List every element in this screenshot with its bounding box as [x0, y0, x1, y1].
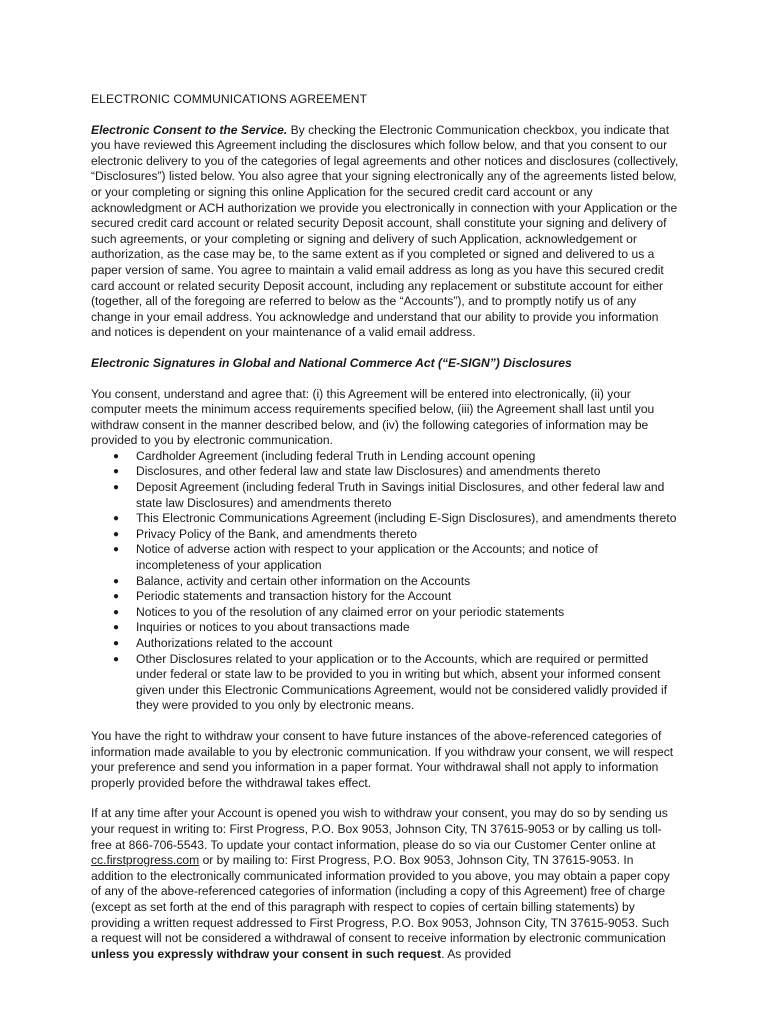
bullet-icon: ● [113, 544, 120, 556]
document-body [91, 92, 679, 962]
list-item [91, 574, 679, 590]
withdraw-right-paragraph: You have the right to withdraw your consent to have future instances of the above-referenced categories of information made available to you by electronic communication. If you withdraw your consent, we will respect your preference and send you information in a paper format. Your withdrawal shall not apply to information properly provided before the withdrawal takes effect. [91, 728, 674, 790]
list-item [91, 652, 679, 714]
list-item [91, 527, 679, 543]
list-item-text: Notice of adverse action with respect to your application or the Accounts; and notice of incompleteness of your application [136, 542, 598, 573]
list-item [91, 542, 679, 573]
bullet-icon: ● [113, 591, 120, 603]
consent-lead: Electronic Consent to the Service. [91, 122, 288, 137]
list-item-text: Balance, activity and certain other information on the Accounts [136, 573, 471, 588]
disclosure-list [91, 449, 679, 714]
bullet-icon: ● [113, 653, 120, 665]
list-item-text: Notices to you of the resolution of any claimed error on your periodic statements [136, 604, 565, 619]
bullet-icon: ● [113, 528, 120, 540]
list-item [91, 636, 679, 652]
bullet-icon: ● [113, 575, 120, 587]
bullet-icon: ● [113, 450, 120, 462]
list-item-text: Cardholder Agreement (including federal Truth in Lending account opening [136, 448, 536, 463]
list-item [91, 480, 679, 511]
withdraw-process-text-2: or by mailing to: First Progress, P.O. Box 9053, Johnson City, TN 37615-9053. In addition to the electronically communicated information provided to you above, you may obtain a paper copy of any of the above-referenced categories of information (including a copy of this Agreement) free of charge (except as set forth at the end of this paragraph with respect to copies of certain billing statements) by providing a written request addressed to First Progress, P.O. Box 9053, Johnson City, TN 37615-9053. Such a request will not be considered a withdrawal of consent to receive information by electronic communication [91, 853, 670, 946]
withdraw-process-paragraph [91, 806, 679, 962]
bullet-icon: ● [113, 622, 120, 634]
esign-heading: Electronic Signatures in Global and National Commerce Act (“E-SIGN”) Disclosures [91, 355, 572, 370]
bullet-icon: ● [113, 466, 120, 478]
list-item [91, 605, 679, 621]
withdraw-process-text-3: . As provided [441, 946, 512, 961]
list-item [91, 620, 679, 636]
list-item [91, 589, 679, 605]
consent-text: By checking the Electronic Communication checkbox, you indicate that you have reviewed this Agreement including the disclosures which follow below, and that you consent to our electronic delivery to you of the categories of legal agreements and other notices and disclosures (collectively, “Disclosures”) listed below. You also agree that your signing electronically any of the agreements listed below, or your completing or signing this online Application for the secured credit card account or any acknowledgment or ACH authorization we provide you electronically in connection with your Application or the secured credit card account or related security Deposit account, shall constitute your signing and delivery of such agreements, or your completing or signing and delivery of such Application, acknowledgement or authorization, as the case may be, to the same extent as if you completed or signed and delivered to us a paper version of same. You agree to maintain a valid email address as long as you have this secured credit card account or related security Deposit account, including any replacement or substitute account for either (together, all of the foregoing are referred to below as the “Accounts”), and to promptly notify us of any change in your email address. You acknowledge and understand that our ability to provide you information and notices is dependent on your maintenance of a valid email address. [91, 122, 679, 340]
list-item-text: Privacy Policy of the Bank, and amendments thereto [136, 526, 417, 541]
consent-paragraph [91, 123, 679, 341]
list-item-text: Inquiries or notices to you about transactions made [136, 620, 410, 635]
customer-center-link[interactable]: cc.firstprogress.com [91, 853, 200, 868]
bullet-icon: ● [113, 482, 120, 494]
bullet-icon: ● [113, 513, 120, 525]
withdraw-process-text-1: If at any time after your Account is opened you wish to withdraw your consent, you may do so by sending us your request in writing to: First Progress, P.O. Box 9053, Johnson City, TN 37615-9053 or by calling us toll-free at 866-706-5543. To update your contact information, please do so via our Customer Center online at [91, 806, 668, 852]
list-item-text: Deposit Agreement (including federal Truth in Savings initial Disclosures, and other federal law and state law Disclosures) and amendments thereto [136, 480, 665, 510]
withdraw-emphasis: unless you expressly withdraw your consent in such request [91, 946, 442, 961]
list-item [91, 464, 679, 480]
bullet-icon: ● [113, 606, 120, 618]
list-item-text: Periodic statements and transaction history for the Account [136, 589, 452, 604]
list-item-text: This Electronic Communications Agreement (including E-Sign Disclosures), and amendments thereto [136, 511, 677, 526]
esign-intro: You consent, understand and agree that: (i) this Agreement will be entered into electronically, (ii) your computer meets the minimum access requirements specified below, (iii) the Agreement shall last until you withdraw consent in the manner described below, and (iv) the following categories of information may be provided to you by electronic communication. [91, 386, 655, 448]
page-title: ELECTRONIC COMMUNICATIONS AGREEMENT [91, 92, 368, 106]
list-item-text: Disclosures, and other federal law and state law Disclosures) and amendments thereto [136, 464, 601, 479]
list-item-text: Other Disclosures related to your application or to the Accounts, which are required or permitted under federal or state law to be provided to you in writing but which, absent your informed consent given under this Electronic Communications Agreement, would not be considered validly provided if they were provided to you only by electronic means. [136, 651, 668, 713]
list-item-text: Authorizations related to the account [136, 636, 333, 650]
list-item [91, 511, 679, 527]
bullet-icon: ● [113, 638, 120, 649]
list-item [91, 449, 679, 465]
